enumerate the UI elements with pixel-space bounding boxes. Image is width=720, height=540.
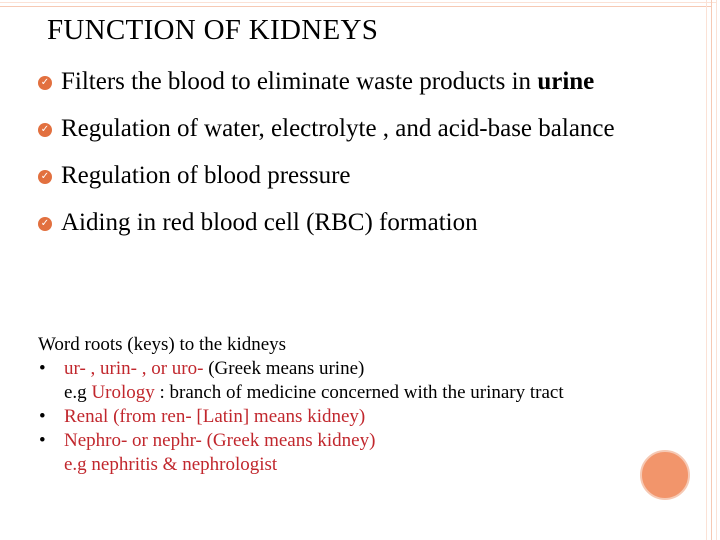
bullet-item xyxy=(38,203,678,243)
bullet-list xyxy=(38,62,678,250)
decorative-circle xyxy=(640,450,690,500)
root-red-text: Renal (from ren- [Latin] means kidney) xyxy=(64,406,366,427)
bullet-dot: • xyxy=(39,406,46,427)
check-bullet-icon: ✓ xyxy=(38,76,52,90)
root-example xyxy=(38,381,688,405)
example-black-text: : branch of medicine concerned with the urinary tract xyxy=(154,382,564,403)
check-bullet-icon: ✓ xyxy=(38,217,52,231)
frame-right-line xyxy=(711,0,712,540)
word-roots-section xyxy=(38,333,688,477)
bullet-item xyxy=(38,109,678,149)
root-item xyxy=(38,429,688,453)
example-prefix: e.g xyxy=(64,382,92,403)
bullet-text: Regulation of water, electrolyte , and acid-base balance xyxy=(61,115,615,142)
bullet-text: Aiding in red blood cell (RBC) formation xyxy=(61,209,478,236)
root-example xyxy=(38,453,688,477)
bullet-bold-word: urine xyxy=(537,68,595,95)
root-black-text: (Greek means urine) xyxy=(203,358,365,379)
check-bullet-icon: ✓ xyxy=(38,170,52,184)
bullet-item xyxy=(38,62,678,102)
frame-right-inner-line xyxy=(706,0,707,540)
frame-top-line xyxy=(0,6,712,7)
bullet-dot: • xyxy=(39,358,46,379)
example-red-text: e.g nephritis & nephrologist xyxy=(64,454,278,475)
example-red-text: Urology xyxy=(91,382,155,403)
bullet-text: Filters the blood to eliminate waste products in xyxy=(61,68,538,95)
frame-right-outer-line xyxy=(716,0,717,540)
word-roots-heading: Word roots (keys) to the kidneys xyxy=(38,334,287,355)
root-red-text: ur- , urin- , or uro- xyxy=(64,358,204,379)
bullet-text: Regulation of blood pressure xyxy=(61,162,351,189)
slide-title: FUNCTION OF KIDNEYS xyxy=(47,14,379,46)
frame-top-outer-line xyxy=(0,2,716,3)
bullet-dot: • xyxy=(39,430,46,451)
bullet-item xyxy=(38,156,678,196)
root-item xyxy=(38,357,688,381)
check-bullet-icon: ✓ xyxy=(38,123,52,137)
root-item xyxy=(38,405,688,429)
root-red-text: Nephro- or nephr- (Greek means kidney) xyxy=(64,430,376,451)
